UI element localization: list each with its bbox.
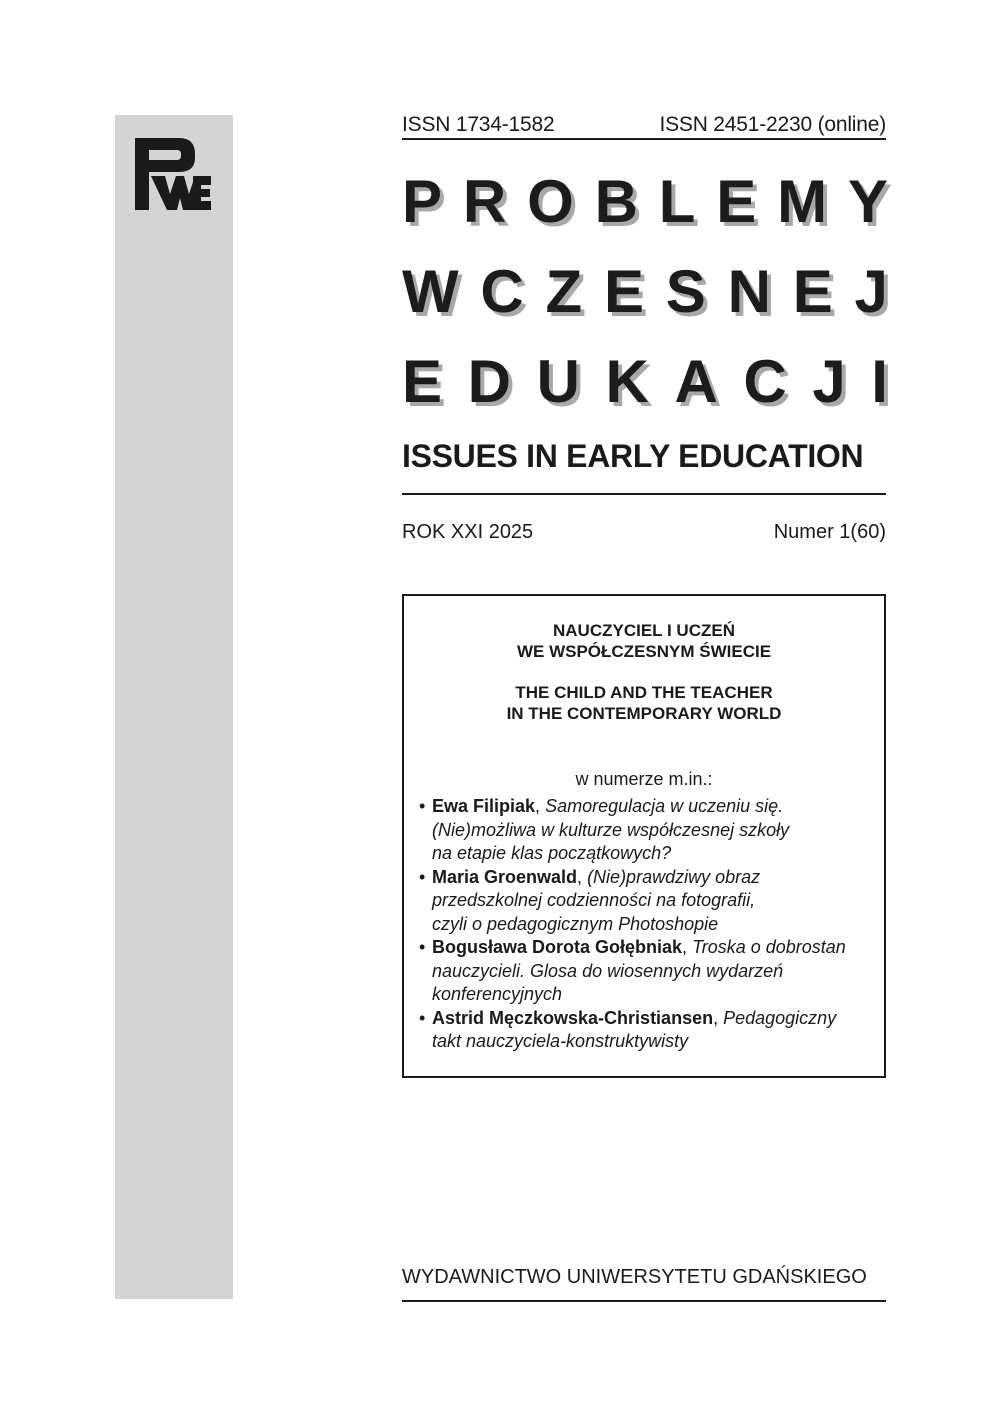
article-author: Maria Groenwald <box>432 866 578 887</box>
title-letter: Y <box>847 168 888 235</box>
article-body: Ewa Filipiak, Samoregulacja w uczeniu się. (Nie)możliwa w kulturze współczesnej szkoły na etapie klas początkowych? <box>432 795 879 866</box>
title-letter: S <box>665 258 706 325</box>
title-letter: M <box>777 168 828 235</box>
bottom-divider <box>402 1300 886 1302</box>
article-title-line: (Nie)możliwa w kulturze współczesnej szkoły <box>432 819 790 840</box>
issue-number: Numer 1(60) <box>773 521 886 543</box>
theme-heading-pl-line: NAUCZYCIEL I UCZEŃ <box>553 621 735 640</box>
article-title-line: na etapie klas początkowych? <box>432 843 672 863</box>
title-letter: A <box>674 348 718 415</box>
title-letter: U <box>536 348 580 415</box>
title-letter: E <box>402 348 443 415</box>
title-letter: E <box>603 258 645 325</box>
publisher-name: WYDAWNICTWO UNIWERSYTETU GDAŃSKIEGO <box>402 1266 867 1288</box>
title-letter: J <box>854 258 888 325</box>
title-letter: P <box>402 168 443 235</box>
title-letter: K <box>605 348 649 415</box>
title-letter: R <box>462 168 507 235</box>
theme-heading-en-line: IN THE CONTEMPORARY WORLD <box>506 704 782 723</box>
issn-print: ISSN 1734-1582 <box>402 113 555 136</box>
issn-online: ISSN 2451-2230 (online) <box>659 113 886 136</box>
theme-heading-en-line: THE CHILD AND THE TEACHER <box>515 683 773 702</box>
title-letter: B <box>594 168 638 235</box>
article-item <box>419 936 879 1007</box>
bullet: • <box>419 796 426 816</box>
article-title-line: konferencyjnych <box>432 984 563 1004</box>
title-line-2 <box>402 258 888 325</box>
theme-heading-en <box>404 682 884 724</box>
article-title-line: (Nie)prawdziwy obraz <box>587 866 761 887</box>
title-line-1 <box>402 168 888 235</box>
subtitle-divider <box>402 493 886 495</box>
top-divider <box>402 138 886 140</box>
article-title-line: przedszkolnej codzienności na fotografii, <box>432 890 756 910</box>
title-letter: E <box>792 258 833 325</box>
article-title-line: takt nauczyciela-konstruktywisty <box>432 1031 689 1051</box>
title-line-3 <box>402 348 888 415</box>
article-body: Astrid Męczkowska-Christiansen, Pedagogiczny takt nauczyciela-konstruktywisty <box>432 1007 879 1054</box>
theme-heading-pl <box>404 620 884 662</box>
article-author: Astrid Męczkowska-Christiansen <box>432 1007 714 1028</box>
contents-box <box>402 594 886 1078</box>
title-letter: C <box>480 258 524 325</box>
title-letter: W <box>402 258 459 325</box>
side-band <box>115 115 233 1299</box>
publisher-logo <box>135 138 211 210</box>
title-letter: J <box>812 348 846 415</box>
article-title-line: Samoregulacja w uczeniu się. <box>545 796 784 816</box>
article-title-line: nauczycieli. Glosa do wiosennych wydarzeń <box>432 960 784 981</box>
title-letter: N <box>727 258 771 325</box>
article-body: Bogusława Dorota Gołębniak, Troska o dobrostan nauczycieli. Glosa do wiosennych wydarzeń konferencyjnych <box>432 936 879 1007</box>
title-letter: Z <box>545 258 583 325</box>
article-item <box>419 795 879 866</box>
theme-heading-pl-line: WE WSPÓŁCZESNYM ŚWIECIE <box>516 642 772 661</box>
in-issue-label: w numerze m.in.: <box>575 769 713 789</box>
bullet: • <box>419 937 426 957</box>
issue-info-row <box>402 519 886 545</box>
article-list <box>419 795 879 1054</box>
issn-row <box>402 111 886 137</box>
article-title-line: czyli o pedagogicznym Photoshopie <box>432 913 719 934</box>
title-letter: E <box>716 168 757 235</box>
article-item <box>419 1007 879 1054</box>
title-letter: D <box>467 348 511 415</box>
title-letter: L <box>658 168 696 235</box>
title-letter: O <box>527 168 574 235</box>
title-letter: I <box>871 348 888 415</box>
title-letter: C <box>743 348 787 415</box>
article-body: Maria Groenwald, (Nie)prawdziwy obraz przedszkolnej codzienności na fotografii, czyli o pedagogicznym Photoshopie <box>432 866 879 937</box>
english-subtitle: ISSUES IN EARLY EDUCATION <box>402 438 864 474</box>
bullet: • <box>419 866 426 887</box>
bullet: • <box>419 1007 426 1028</box>
article-title-line: Troska o dobrostan <box>692 937 846 957</box>
article-author: Ewa Filipiak <box>432 796 536 816</box>
article-author: Bogusława Dorota Gołębniak <box>432 937 683 957</box>
volume-year: ROK XXI 2025 <box>402 521 534 543</box>
article-title-line: Pedagogiczny <box>723 1007 837 1028</box>
article-item <box>419 866 879 937</box>
